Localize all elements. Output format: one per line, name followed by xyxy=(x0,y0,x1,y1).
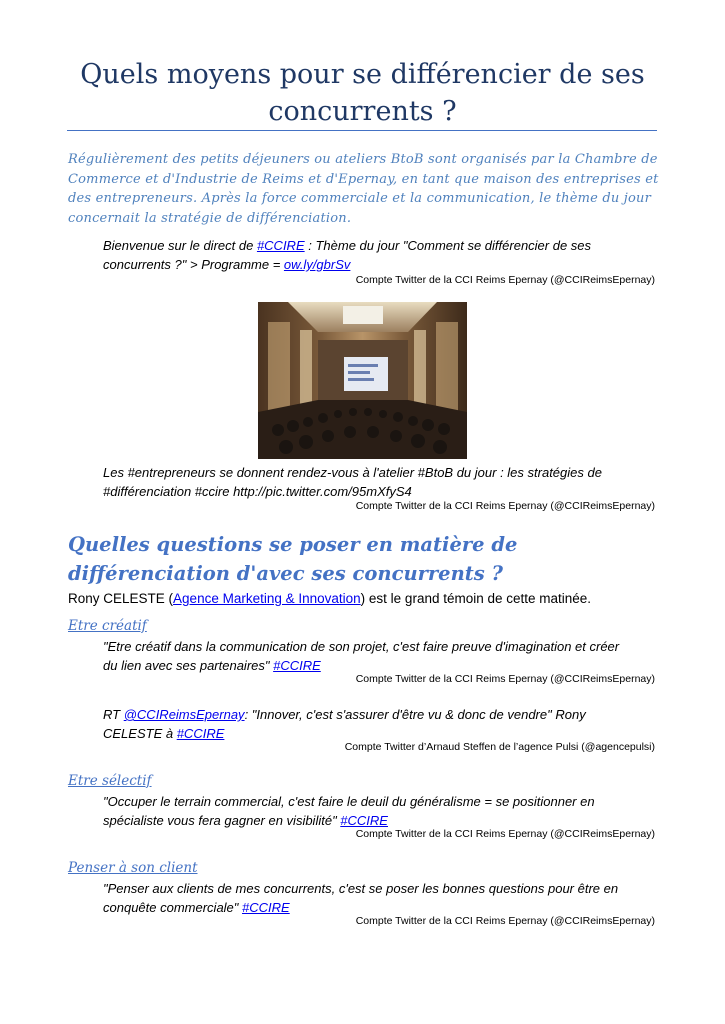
tweet-text: "Penser aux clients de mes concurrents, c'est se poser les bonnes questions pour être en conquête commerciale" xyxy=(103,881,619,915)
tweet-source: Compte Twitter d’Arnaud Steffen de l’agence Pulsi (@agencepulsi) xyxy=(344,741,655,753)
tweet-source: Compte Twitter de la CCI Reims Epernay (@CCIReimsEpernay) xyxy=(355,915,655,927)
tweet-source: Compte Twitter de la CCI Reims Epernay (@CCIReimsEpernay) xyxy=(355,673,655,685)
conference-photo xyxy=(258,302,467,459)
intro-paragraph: Régulièrement des petits déjeuners ou ateliers BtoB sont organisés par la Chambre de Commerce et d'Industrie de Reims et d'Epernay, en tant que maison des entreprises et des entrepreneurs. Après la force commerciale et la communication, le thème du jour concernait la stratégie de différenciation. xyxy=(68,152,659,226)
tweet-source: Compte Twitter de la CCI Reims Epernay (@CCIReimsEpernay) xyxy=(355,828,655,840)
tweet-text: "Etre créatif dans la communication de son projet, c'est faire preuve d'imagination et créer du lien avec ses partenaires" xyxy=(103,639,620,673)
tweet-source: Compte Twitter de la CCI Reims Epernay (@CCIReimsEpernay) xyxy=(355,500,655,512)
tweet-retweet xyxy=(103,705,623,743)
tweet-text: : "Innover, c'est s'assurer d'être vu & donc de vendre" Rony CELESTE à xyxy=(103,707,586,741)
programme-link[interactable]: ow.ly/gbrSv xyxy=(283,257,351,272)
witness-paragraph xyxy=(68,589,668,608)
witness-text: ) est le grand témoin de cette matinée. xyxy=(360,591,592,606)
tweet-welcome xyxy=(103,236,623,274)
agency-link[interactable]: Agence Marketing & Innovation xyxy=(173,591,361,606)
hashtag-link[interactable]: #CCIRE xyxy=(340,813,388,828)
tweet-source: Compte Twitter de la CCI Reims Epernay (@CCIReimsEpernay) xyxy=(355,274,655,286)
tweet-creatif xyxy=(103,637,623,675)
tweet-workshop: Les #entrepreneurs se donnent rendez-vous à l'atelier #BtoB du jour : les stratégies de #différenciation #ccire http://pic.twitter.com/95mXfyS4 xyxy=(103,465,602,499)
subheading-client: Penser à son client xyxy=(68,860,198,876)
subheading-selectif: Etre sélectif xyxy=(68,773,152,789)
hashtag-link[interactable]: #CCIRE xyxy=(242,900,290,915)
tweet-text: : Thème du jour "Comment se différencier de ses concurrents ?" > Programme = xyxy=(103,238,592,272)
tweet-text: "Occuper le terrain commercial, c'est faire le deuil du généralisme = se positionner en spécialiste vous fera gagner en visibilité" xyxy=(103,794,595,828)
tweet-text: Bienvenue sur le direct de xyxy=(103,238,257,253)
tweet-selectif xyxy=(103,792,623,830)
hashtag-link[interactable]: #CCIRE xyxy=(273,658,321,673)
section-heading: Quelles questions se poser en matière de différenciation d'avec ses concurrents ? xyxy=(68,533,518,585)
witness-text: Rony CELESTE ( xyxy=(68,591,174,606)
hashtag-link[interactable]: #CCIRE xyxy=(256,238,305,253)
hashtag-link[interactable]: #CCIRE xyxy=(176,726,225,741)
handle-link[interactable]: @CCIReimsEpernay xyxy=(123,707,245,722)
subheading-creatif: Etre créatif xyxy=(68,618,147,634)
page-title: Quels moyens pour se différencier de ses concurrents ? xyxy=(80,59,645,127)
tweet-text: RT xyxy=(103,707,124,722)
tweet-client xyxy=(103,879,623,917)
title-divider xyxy=(67,130,657,131)
